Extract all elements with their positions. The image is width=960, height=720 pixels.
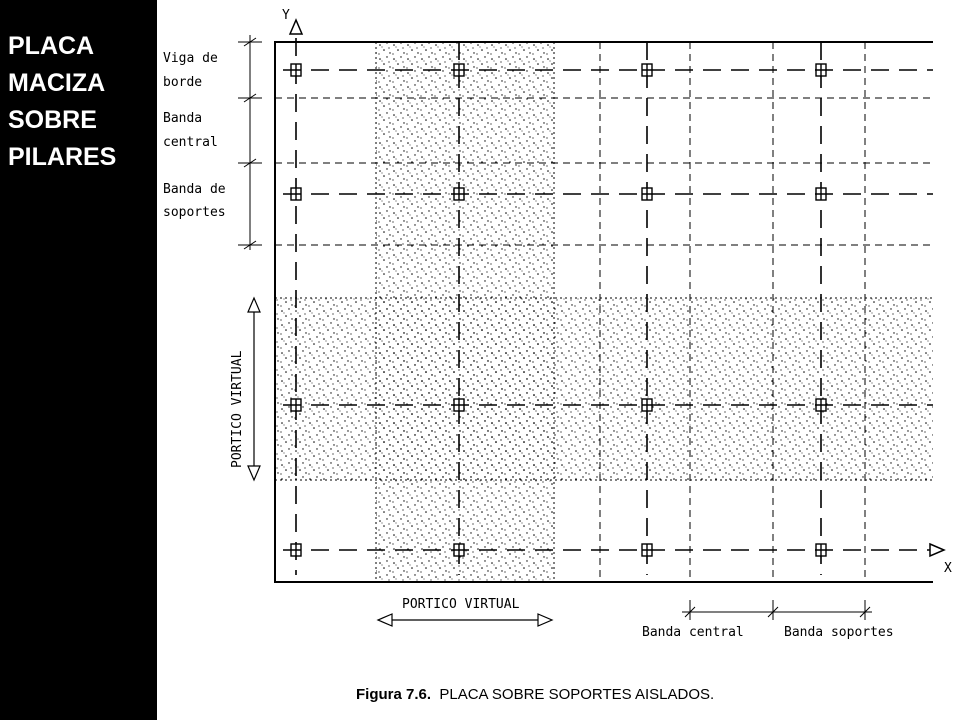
caption-text: PLACA SOBRE SOPORTES AISLADOS. [439, 686, 715, 703]
slab-plan-drawing [157, 0, 960, 720]
bottom-banda-soportes-label: Banda soportes [784, 625, 894, 640]
column [816, 64, 826, 76]
column [291, 188, 301, 200]
label-banda-central-1: Banda [163, 111, 203, 126]
column [816, 399, 826, 411]
column [291, 399, 301, 411]
column [291, 544, 301, 556]
horizontal-portico-arrow [378, 614, 552, 626]
column [454, 544, 464, 556]
vertical-portico-arrow [248, 298, 260, 480]
y-axis-arrowhead [290, 20, 302, 34]
sidebar-title [8, 28, 116, 176]
x-axis-label: X [944, 561, 952, 576]
sidebar-title-line: PLACA [8, 32, 95, 60]
left-dimension-line [238, 35, 262, 250]
column [816, 188, 826, 200]
column [454, 399, 464, 411]
column [642, 64, 652, 76]
horizontal-portico-band [275, 298, 933, 480]
sidebar-title-line: PILARES [8, 143, 117, 171]
column [291, 64, 301, 76]
sidebar [0, 0, 157, 720]
bottom-band-dimension [682, 600, 872, 620]
column [454, 64, 464, 76]
horizontal-portico-label: PORTICO VIRTUAL [402, 597, 520, 612]
column [642, 399, 652, 411]
sidebar-title-line: MACIZA [8, 69, 106, 97]
figure-caption [356, 686, 714, 703]
bottom-banda-central-label: Banda central [642, 625, 744, 640]
left-strip-labels [163, 51, 226, 220]
label-viga-de-borde-1: Viga de [163, 51, 218, 66]
column [642, 188, 652, 200]
column [642, 544, 652, 556]
caption-number: Figura 7.6. [356, 686, 432, 703]
vertical-portico-label: PORTICO VIRTUAL [230, 350, 245, 468]
x-axis-arrowhead [930, 544, 944, 556]
label-viga-de-borde-2: borde [163, 75, 203, 90]
label-banda-de-soportes-1: Banda de [163, 182, 226, 197]
column [816, 544, 826, 556]
sidebar-title-line: SOBRE [8, 106, 97, 134]
label-banda-de-soportes-2: soportes [163, 205, 226, 220]
label-banda-central-2: central [163, 135, 218, 150]
column [454, 188, 464, 200]
y-axis-label: Y [282, 8, 290, 23]
